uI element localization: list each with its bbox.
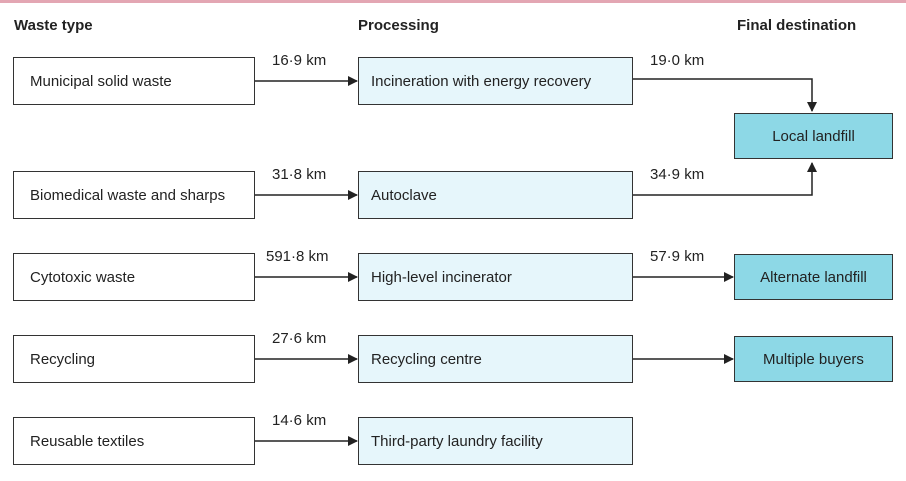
distance-label-in-biomedical: 31·8 km: [272, 166, 327, 183]
process-box-incineration: Incineration with energy recovery: [358, 57, 633, 105]
source-box-biomedical: Biomedical waste and sharps: [13, 171, 255, 219]
distance-label-in-textiles: 14·6 km: [272, 412, 327, 429]
destination-box-multiple-buyers: Multiple buyers: [734, 336, 893, 382]
destination-box-local-landfill: Local landfill: [734, 113, 893, 159]
header-processing: Processing: [358, 17, 439, 34]
distance-label-out-incinerator: 57·9 km: [650, 248, 705, 265]
process-box-autoclave: Autoclave: [358, 171, 633, 219]
distance-label-in-cytotoxic: 591·8 km: [266, 248, 329, 265]
arrow-incineration-to-local-landfill: [633, 79, 812, 111]
source-box-textiles: Reusable textiles: [13, 417, 255, 465]
distance-label-in-municipal: 16·9 km: [272, 52, 327, 69]
source-box-cytotoxic: Cytotoxic waste: [13, 253, 255, 301]
header-waste-type: Waste type: [14, 17, 93, 34]
process-box-high-level-incinerator: High-level incinerator: [358, 253, 633, 301]
process-box-recycling-centre: Recycling centre: [358, 335, 633, 383]
destination-box-alternate-landfill: Alternate landfill: [734, 254, 893, 300]
header-final-destination: Final destination: [737, 17, 857, 34]
distance-label-out-autoclave: 34·9 km: [650, 166, 705, 183]
source-box-municipal: Municipal solid waste: [13, 57, 255, 105]
process-box-laundry: Third-party laundry facility: [358, 417, 633, 465]
source-box-recycling: Recycling: [13, 335, 255, 383]
distance-label-out-incineration: 19·0 km: [650, 52, 705, 69]
distance-label-in-recycling: 27·6 km: [272, 330, 327, 347]
